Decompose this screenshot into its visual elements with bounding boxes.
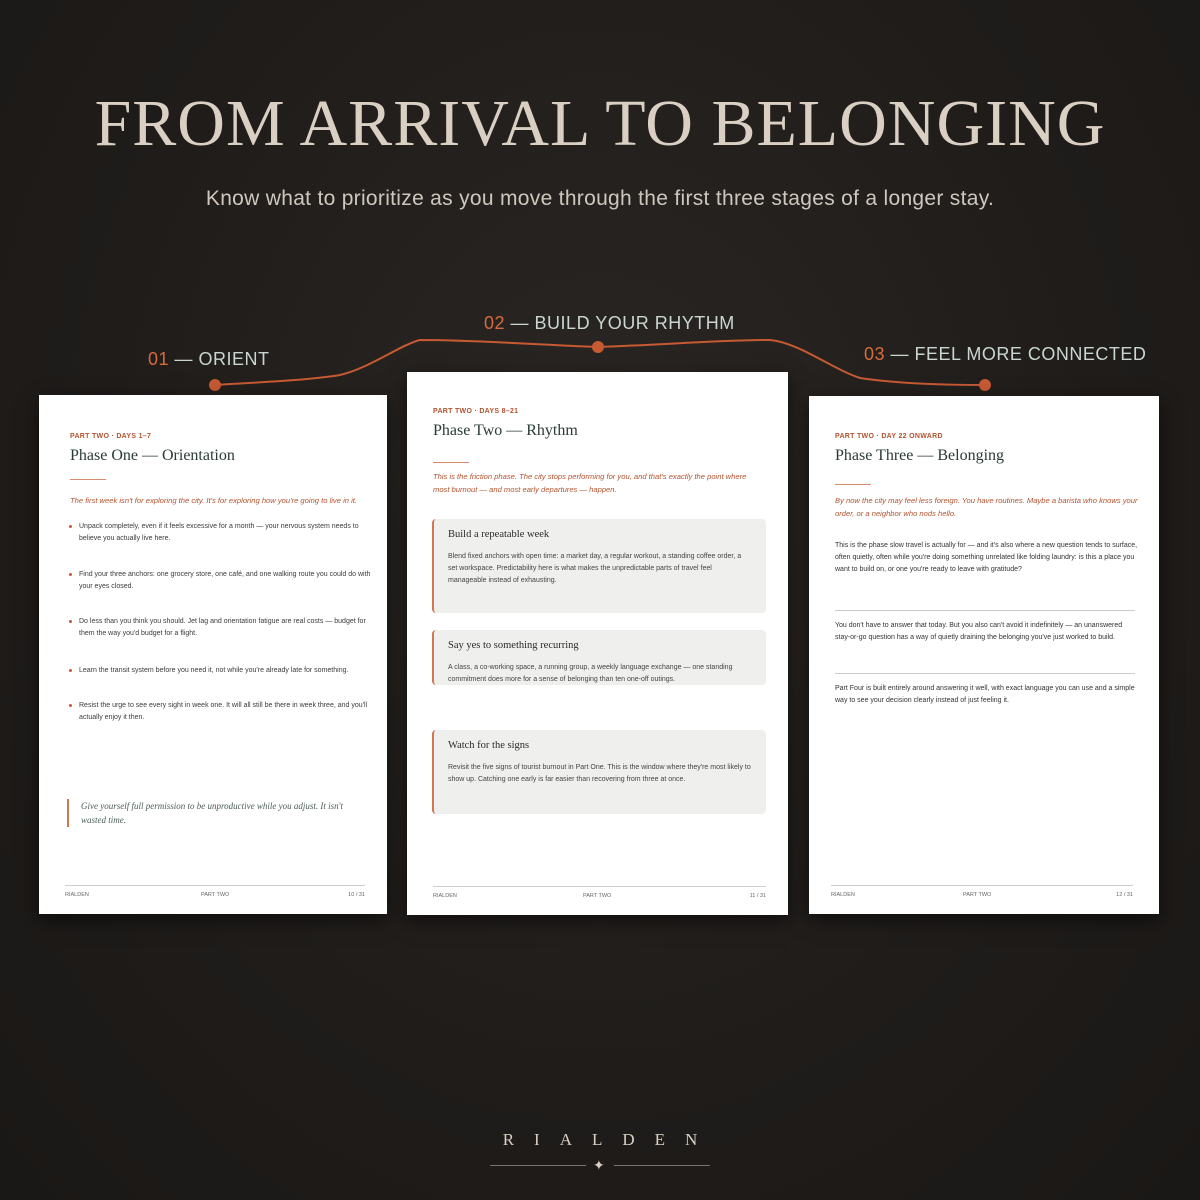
footer-brand: RIALDEN [433,893,457,899]
bullet-icon [69,704,72,707]
step-text: ORIENT [198,349,270,369]
page-footer [831,885,1133,898]
divider [70,479,106,480]
callout-body: Blend fixed anchors with open time: a market day, a regular workout, a standing coffee order, a set workspace. Predictability here is what makes the unpredictable parts of travel feel manageable instead of exhausting. [448,553,742,584]
footer-page-number: 12 / 31 [1116,892,1133,898]
footer-section: PART TWO [583,893,612,899]
footer-page-number: 11 / 31 [749,893,766,899]
brand-divider-right [614,1165,710,1166]
step-text: BUILD YOUR RHYTHM [534,313,735,333]
brand-divider-left [490,1165,586,1166]
timeline-dot-3 [979,379,991,391]
sparkle-icon: ✦ [593,1157,605,1173]
step-label-orient: 01 — ORIENT [148,349,270,369]
page-footer [65,885,365,898]
page-heading: Phase Three — Belonging [835,447,1005,464]
page-heading: Phase One — Orientation [70,447,235,464]
footer-brand: RIALDEN [831,892,855,898]
page-kicker: PART TWO · DAYS 8–21 [433,408,519,415]
callout-title: Build a repeatable week [448,529,550,540]
divider [433,462,469,463]
step-number: 01 [148,349,170,369]
callout-title: Say yes to something recurring [448,640,579,651]
list-item: Do less than you think you should. Jet lag and orientation fatigue are real costs — budget for them the way you'd budget for a flight. [79,616,371,640]
footer-section: PART TWO [201,892,230,898]
timeline-dot-2 [592,341,604,353]
divider-line [835,610,1135,611]
step-text: FEEL MORE CONNECTED [914,344,1147,364]
footer-section: PART TWO [963,892,992,898]
page-kicker: PART TWO · DAYS 1–7 [70,433,152,440]
page-rhythm [407,372,788,915]
callout-title: Watch for the signs [448,740,530,751]
step-number: 02 [484,313,506,333]
bullet-icon [69,525,72,528]
divider [835,484,871,485]
callout-body: A class, a co-working space, a running group, a weekly language exchange — one standing commitment does more for a sense of belonging than ten one-off outings. [448,664,733,683]
list-item: Find your three anchors: one grocery store, one café, and one walking route you could do with your eyes closed. [79,569,371,593]
body-paragraph: This is the phase slow travel is actually for — and it's also where a new question tends to surface, often quietly, often while you're doing something unrelated like folding laundry: is this a place you want to build on, or one you're ready to leave with gratitude? [835,542,1138,573]
page-title: FROM ARRIVAL TO BELONGING [94,87,1106,160]
page-lead: This is the friction phase. The city stops performing for you, and that's exactly the point where most burnout — and most early departures — happen. [433,472,747,494]
bullet-icon [69,620,72,623]
timeline-dot-1 [209,379,221,391]
list-item: Learn the transit system before you need it, not while you're already late for something. [79,665,371,677]
bullet-icon [69,573,72,576]
pull-quote: Give yourself full permission to be unproductive while you adjust. It isn't wasted time. [67,799,369,827]
list-item: Resist the urge to see every sight in week one. It will all still be there in week three, and you'll actually enjoy it then. [79,700,371,724]
callout-box [432,630,766,685]
callout-box [432,519,766,613]
callout-box [432,730,766,814]
divider-line [835,673,1135,674]
page-heading: Phase Two — Rhythm [433,422,578,439]
footer-page-number: 10 / 31 [348,892,365,898]
page-kicker: PART TWO · DAY 22 ONWARD [835,433,943,440]
step-label-rhythm: 02 — BUILD YOUR RHYTHM [484,313,735,333]
callout-body: Revisit the five signs of tourist burnout in Part One. This is the window where they're most likely to show up. Catching one early is far easier than recovering from three at once. [448,764,751,783]
page-lead: By now the city may feel less foreign. You have routines. Maybe a barista who knows your order, or a neighbor who nods hello. [835,496,1138,518]
body-paragraph: Part Four is built entirely around answering it well, with exact language you can use and a simple way to see your decision clearly instead of just feeling it. [835,685,1135,704]
page-footer [433,886,766,899]
page-lead: The first week isn't for exploring the city. It's for exploring how you're going to live in it. [70,496,357,505]
page-orientation [39,395,387,914]
bullet-icon [69,669,72,672]
step-label-connected: 03 — FEEL MORE CONNECTED [864,344,1147,364]
footer-brand: RIALDEN [65,892,89,898]
body-paragraph: You don't have to answer that today. But you also can't avoid it indefinitely — an unanswered stay-or-go question has a way of quietly draining the belonging you've just worked to build. [835,622,1123,641]
step-number: 03 [864,344,886,364]
brand-logo: RIALDEN [502,1130,718,1149]
page-subtitle: Know what to prioritize as you move through the first three stages of a longer stay. [205,187,995,210]
page-belonging [809,396,1159,914]
list-item: Unpack completely, even if it feels excessive for a month — your nervous system needs to believe you actually live here. [79,521,371,545]
